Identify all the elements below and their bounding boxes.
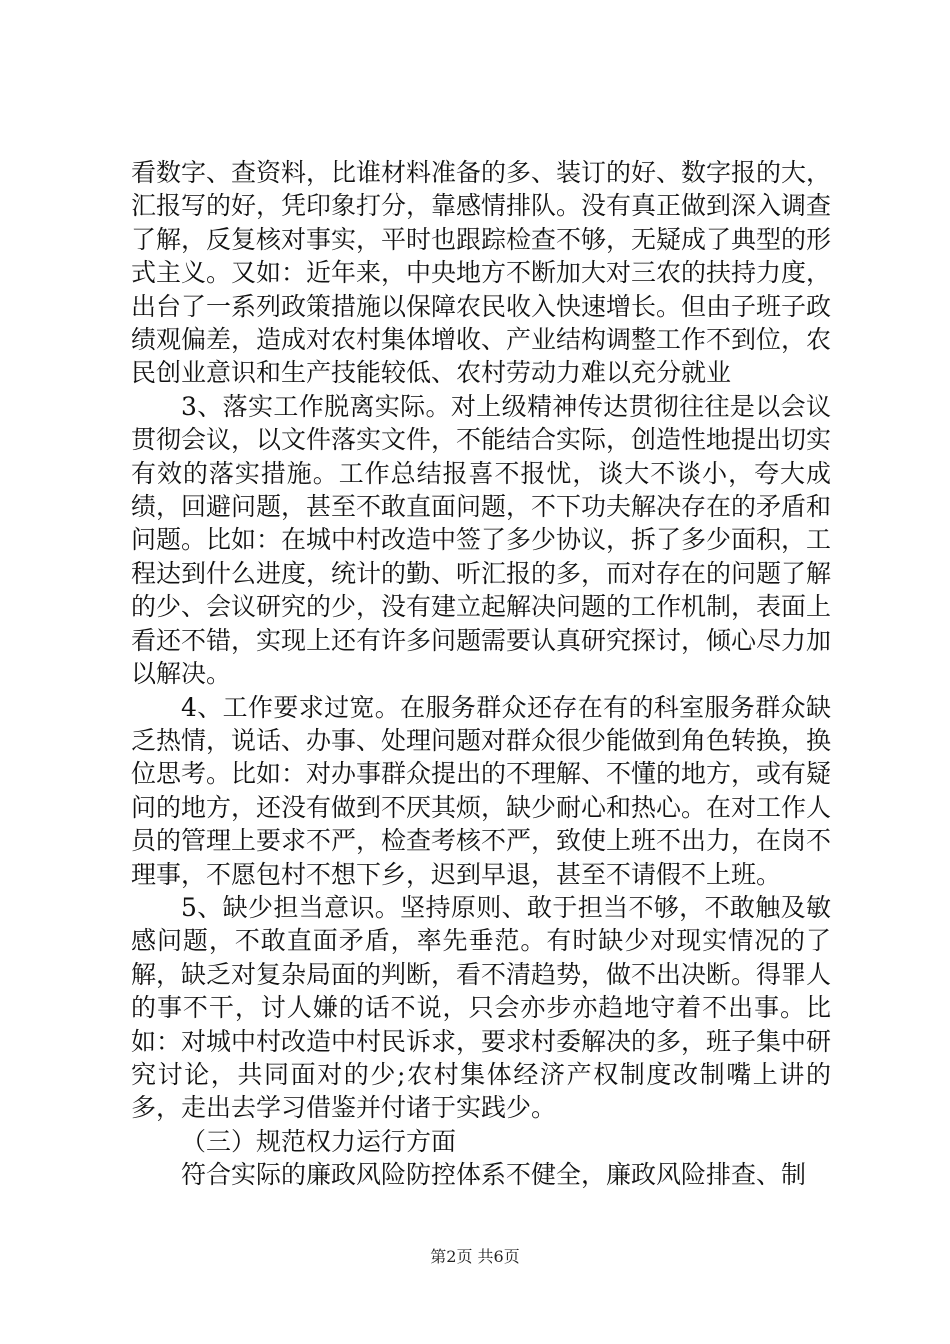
page-footer	[0, 1244, 950, 1267]
paragraph-item-4: 4、工作要求过宽。在服务群众还存在有的科室服务群众缺乏热情，说话、办事、处理问题对群众很少能做到角色转换，换位思考。比如：对办事群众提出的不理解、不懂的地方，或有疑问的地方，还没有做到不厌其烦，缺少耐心和热心。在对工作人员的管理上要求不严，检查考核不严，致使上班不出力，在岗不理事，不愿包村不想下乡，迟到早退，甚至不请假不上班。	[131, 692, 832, 889]
paragraph-item-5: 5、缺少担当意识。坚持原则、敢于担当不够，不敢触及敏感问题，不敢直面矛盾，率先垂范。有时缺少对现实情况的了解，缺乏对复杂局面的判断，看不清趋势，做不出决断。得罪人的事不干，讨人嫌的话不说，只会亦步亦趋地守着不出事。比如：对城中村改造中村民诉求，要求村委解决的多，班子集中研究讨论，共同面对的少;农村集体经济产权制度改制嘴上讲的多，走出去学习借鉴并付诸于实践少。	[131, 892, 832, 1123]
document-body	[131, 156, 831, 1192]
paragraph-item-3: 3、落实工作脱离实际。对上级精神传达贯彻往往是以会议贯彻会议，以文件落实文件，不能结合实际，创造性地提出切实有效的落实措施。工作总结报喜不报忧，谈大不谈小，夸大成绩，回避问题，甚至不敢直面问题，不下功夫解决存在的矛盾和问题。比如：在城中村改造中签了多少协议，拆了多少面积，工程达到什么进度，统计的勤、听汇报的多，而对存在的问题了解的少、会议研究的少，没有建立起解决问题的工作机制，表面上看还不错，实现上还有许多问题需要认真研究探讨，倾心尽力加以解决。	[131, 391, 832, 689]
paragraph-final: 符合实际的廉政风险防控体系不健全，廉政风险排查、制	[181, 1160, 807, 1190]
paragraph-continuation: 看数字、查资料，比谁材料准备的多、装订的好、数字报的大，汇报写的好，凭印象打分，靠感情排队。没有真正做到深入调查了解，反复核对事实，平时也跟踪检查不够，无疑成了典型的形式主义。又如：近年来，中央地方不断加大对三农的扶持力度，出台了一系列政策措施以保障农民收入快速增长。但由子班子政绩观偏差，造成对农村集体增收、产业结构调整工作不到位，农民创业意识和生产技能较低、农村劳动力难以充分就业	[131, 158, 832, 388]
section-heading: （三）规范权力运行方面	[181, 1126, 457, 1156]
page-number-label: 第2页 共6页	[430, 1247, 520, 1266]
